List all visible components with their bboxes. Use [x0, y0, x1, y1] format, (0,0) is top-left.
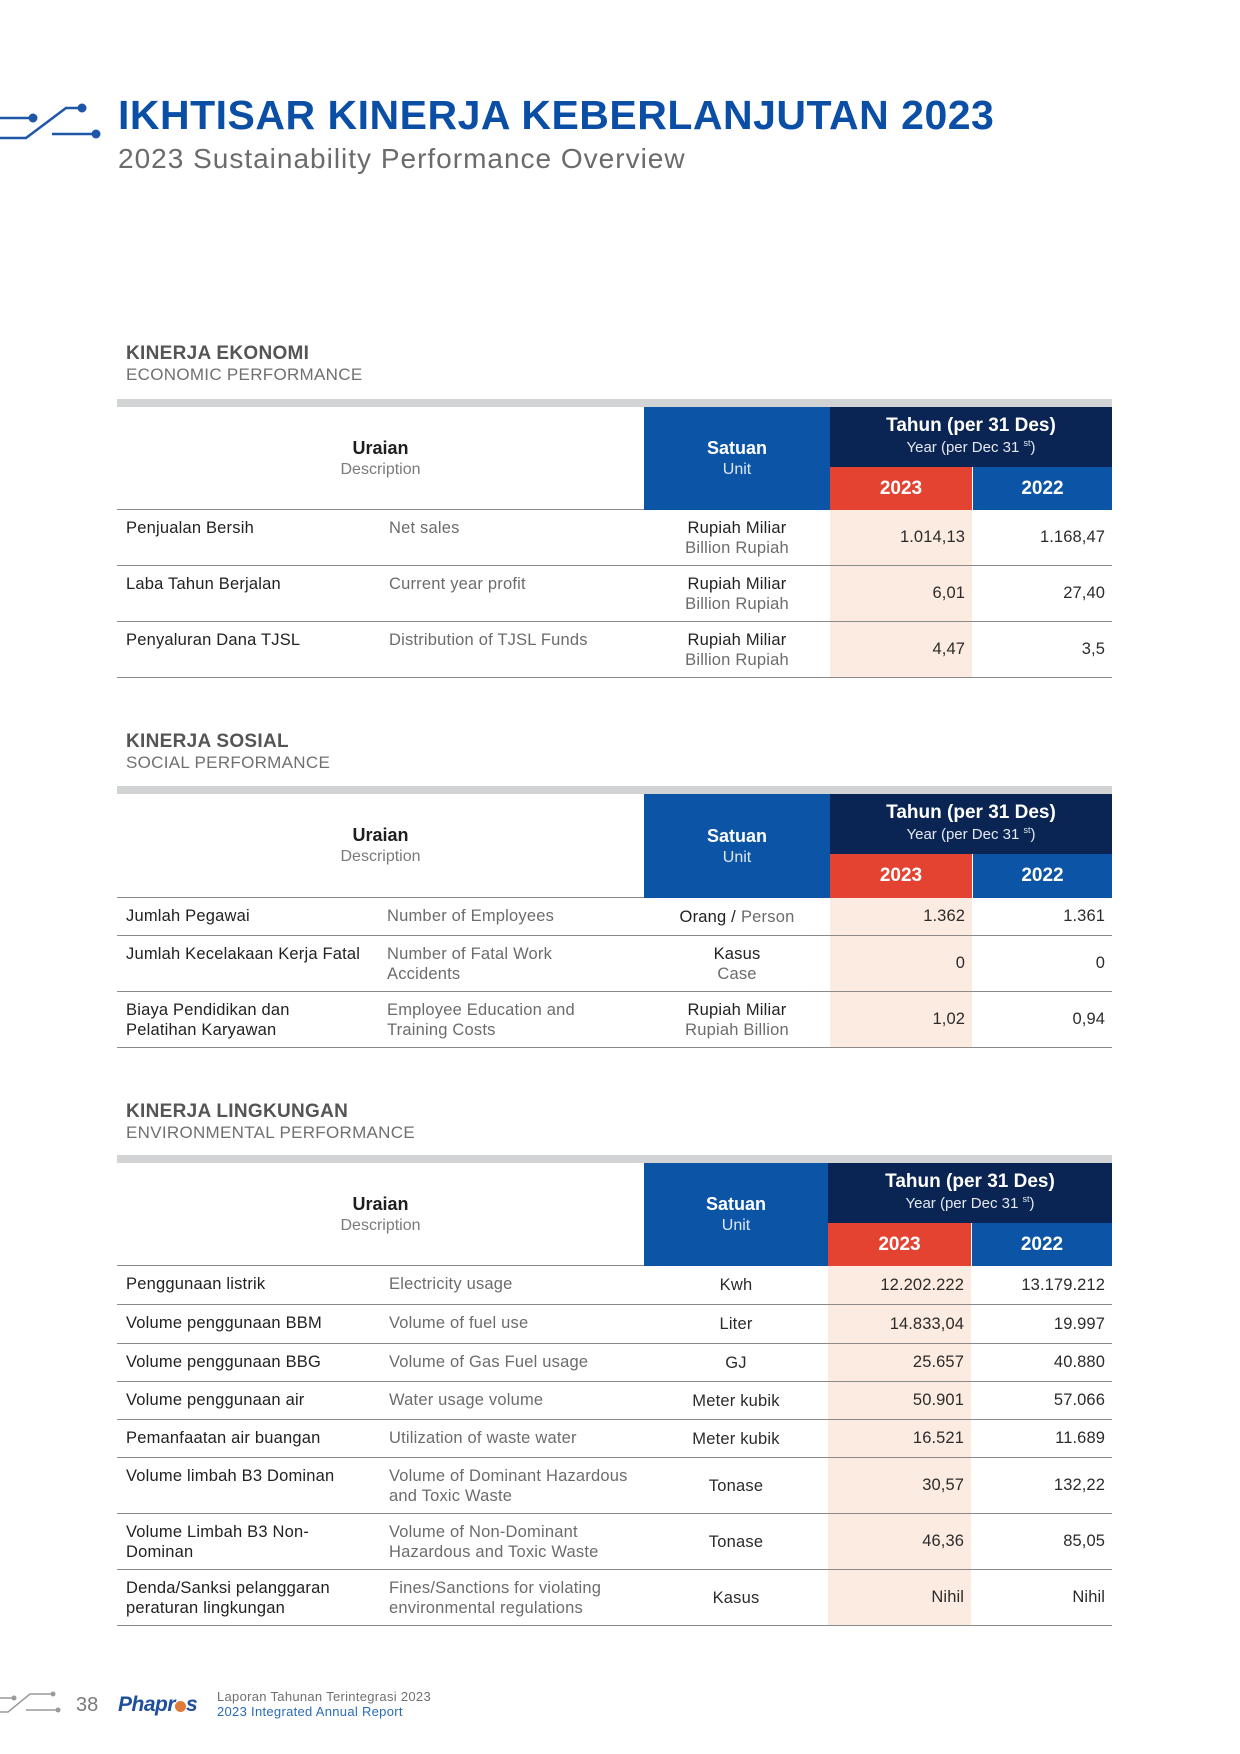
section-subtitle: ECONOMIC PERFORMANCE — [126, 365, 363, 384]
social-performance-section — [117, 731, 1112, 1051]
page-subtitle: 2023 Sustainability Performance Overview — [118, 143, 686, 174]
header-col-2023: 2023 — [830, 467, 972, 510]
header-col-2022: 2022 — [972, 854, 1112, 898]
table-row: Jumlah Pegawai Number of Employees Orang / Person 1.362 1.361 — [117, 898, 1112, 936]
header-year: Tahun (per 31 Des) Year (per Dec 31 $^{st}$) — [828, 1163, 1112, 1223]
page-title: IKHTISAR KINERJA KEBERLANJUTAN 2023 — [118, 92, 995, 138]
header-col-2022: 2022 — [971, 1223, 1112, 1266]
section-subtitle: SOCIAL PERFORMANCE — [126, 753, 331, 772]
header-unit: Satuan Unit — [644, 1163, 828, 1266]
table-row: Penjualan Bersih Net sales Rupiah Miliar Billion Rupiah 1.014,13 1.168,47 — [117, 510, 1112, 566]
table-row: Denda/Sanksi pelanggaran peraturan lingkungan Fines/Sanctions for violating environmental regulations Kasus Nihil Nihil — [117, 1570, 1112, 1626]
table-row: Biaya Pendidikan dan Pelatihan Karyawan Employee Education and Training Costs Rupiah Miliar Rupiah Billion 1,02 0,94 — [117, 992, 1112, 1048]
logo-dot-icon — [175, 1701, 186, 1712]
table-row: Jumlah Kecelakaan Kerja Fatal Number of Fatal Work Accidents Kasus Case 0 0 — [117, 936, 1112, 992]
economic-performance-section — [117, 343, 1112, 683]
table-row: Volume limbah B3 Dominan Volume of Dominant Hazardous and Toxic Waste Tonase 30,57 132,22 — [117, 1458, 1112, 1514]
environmental-performance-section — [117, 1101, 1112, 1641]
header-col-2023: 2023 — [830, 854, 972, 898]
circuit-line-icon — [0, 1688, 64, 1724]
header-unit: Satuan Unit — [644, 407, 830, 510]
table-row: Volume penggunaan air Water usage volume Meter kubik 50.901 57.066 — [117, 1382, 1112, 1420]
table-header — [117, 1163, 1112, 1266]
table-header — [117, 407, 1112, 510]
company-logo: Phapr s — [118, 1693, 198, 1716]
header-year: Tahun (per 31 Des) Year (per Dec 31 $^{st}$) — [830, 794, 1112, 854]
header-description: Uraian Description — [117, 794, 644, 898]
header-unit: Satuan Unit — [644, 794, 830, 898]
circuit-line-icon — [0, 88, 120, 148]
report-title-en: 2023 Integrated Annual Report — [217, 1704, 403, 1719]
section-divider — [117, 1155, 1112, 1163]
table-header — [117, 794, 1112, 898]
header-year: Tahun (per 31 Des) Year (per Dec 31 $^{st}$) — [830, 407, 1112, 467]
section-title: KINERJA EKONOMI — [126, 343, 310, 364]
section-subtitle: ENVIRONMENTAL PERFORMANCE — [126, 1123, 415, 1142]
section-divider — [117, 399, 1112, 407]
report-title-id: Laporan Tahunan Terintegrasi 2023 — [217, 1689, 431, 1704]
header-col-2023: 2023 — [828, 1223, 971, 1266]
header-description: Uraian Description — [117, 407, 644, 510]
section-title: KINERJA SOSIAL — [126, 731, 289, 752]
page-number: 38 — [76, 1694, 99, 1716]
header-col-2022: 2022 — [972, 467, 1112, 510]
header-description: Uraian Description — [117, 1163, 644, 1266]
section-divider — [117, 786, 1112, 794]
table-row: Volume Limbah B3 Non-Dominan Volume of Non-Dominant Hazardous and Toxic Waste Tonase 46,36 85,05 — [117, 1514, 1112, 1570]
table-row: Volume penggunaan BBM Volume of fuel use Liter 14.833,04 19.997 — [117, 1305, 1112, 1344]
section-title: KINERJA LINGKUNGAN — [126, 1101, 349, 1122]
table-row: Penyaluran Dana TJSL Distribution of TJSL Funds Rupiah Miliar Billion Rupiah 4,47 3,5 — [117, 622, 1112, 678]
table-row: Pemanfaatan air buangan Utilization of waste water Meter kubik 16.521 11.689 — [117, 1420, 1112, 1458]
table-row: Penggunaan listrik Electricity usage Kwh 12.202.222 13.179.212 — [117, 1266, 1112, 1305]
table-row: Laba Tahun Berjalan Current year profit Rupiah Miliar Billion Rupiah 6,01 27,40 — [117, 566, 1112, 622]
table-row: Volume penggunaan BBG Volume of Gas Fuel usage GJ 25.657 40.880 — [117, 1344, 1112, 1382]
